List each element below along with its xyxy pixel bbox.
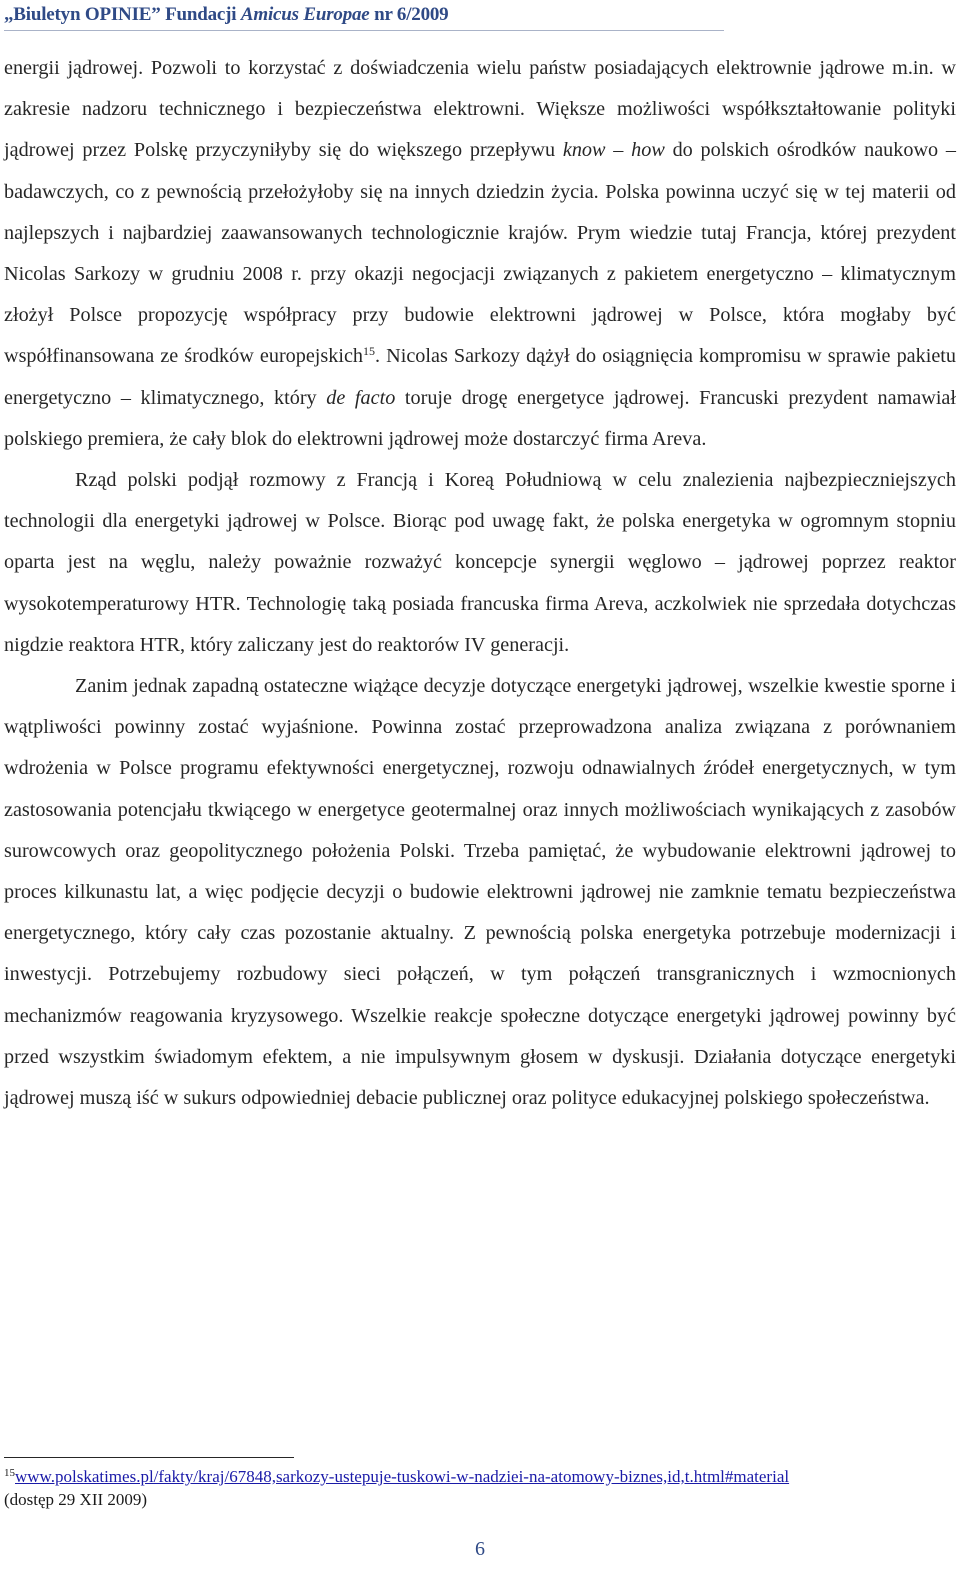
header-suffix: nr 6/2009 bbox=[369, 4, 449, 25]
paragraph-1 bbox=[4, 48, 956, 460]
footnote-link[interactable]: www.polskatimes.pl/fakty/kraj/67848,sarkozy-ustepuje-tuskowi-w-nadziei-na-atomowy-biznes,id,t.html#material bbox=[15, 1467, 790, 1486]
paragraph-1-text-b: do polskich ośrodków naukowo – badawczych, co z pewnością przełożyłoby się na innych dziedzin życia. Polska powinna uczyć się w tej materii od najlepszych i najbardziej zaawansowanych technologicznie krajów. Prym wiedzie tutaj Francja, której prezydent Nicolas Sarkozy w grudniu 2008 r. przy okazji negocjacji związanych z pakietem energetyczno – klimatycznym złożył Polsce propozycję współpracy przy budowie elektrowni jądrowej w Polsce, która mogłaby być współfinansowana ze środków europejskich bbox=[4, 139, 957, 368]
paragraph-2: Rząd polski podjął rozmowy z Francją i Koreą Południową w celu znalezienia najbezpieczniejszych technologii dla energetyki jądrowej w Polsce. Biorąc pod uwagę fakt, że polska energetyka w ogromnym stopniu oparta jest na węglu, należy poważnie rozważyć koncepcje synergii węglowo – jądrowej poprzez reaktor wysokotemperaturowy HTR. Technologię taką posiada francuska firma Areva, aczkolwiek nie sprzedała dotychczas nigdzie reaktora HTR, który zaliczany jest do reaktorów IV generacji. bbox=[4, 469, 956, 656]
paragraph-1-text-c: . Nicolas Sarkozy dążył do osiągnięcia kompromisu w sprawie pakietu energetyczno – klimatycznego, który bbox=[4, 345, 956, 409]
paragraph-3: Zanim jednak zapadną ostateczne wiążące decyzje dotyczące energetyki jądrowej, wszelkie kwestie sporne i wątpliwości powinny zostać wyjaśnione. Powinna zostać przeprowadzona analiza związana z porównaniem wdrożenia w Polsce programu efektywności energetycznej, rozwoju odnawialnych źródeł energetycznych, w tym zastosowania potencjału tkwiącego w energetyce geotermalnej oraz innych możliwościach wynikających z zasobów surowcowych oraz geopolitycznego położenia Polski. Trzeba pamiętać, że wybudowanie elektrowni jądrowej to proces kilkunastu lat, a więc podjęcie decyzji o budowie elektrowni jądrowej nie zamknie tematu bezpieczeństwa energetycznego, który cały czas pozostanie aktualny. Z pewnością polska energetyka potrzebuje modernizacji i inwestycji. Potrzebujemy rozbudowy sieci połączeń, w tym połączeń transgranicznych i wzmocnionych mechanizmów reagowania kryzysowego. Wszelkie reakcje społeczne dotyczące energetyki jądrowej powinny być przed wszystkim świadomym efektem, a nie impulsywnym głosem w dyskusji. Działania dotyczące energetyki jądrowej muszą iść w sukurs odpowiedniej debacie publicznej oraz polityce edukacyjnej polskiego społeczeństwa. bbox=[4, 675, 956, 1110]
header-italic: Amicus Europae bbox=[240, 4, 370, 25]
footnote-access-date: (dostęp 29 XII 2009) bbox=[4, 1490, 148, 1509]
footnote bbox=[4, 1465, 954, 1511]
footnote-line-1 bbox=[4, 1465, 954, 1488]
footnote-reference[interactable]: 15 bbox=[363, 344, 376, 359]
paragraph-1-italic-know-how: know – how bbox=[562, 139, 665, 162]
footnote-number: 15 bbox=[4, 1467, 15, 1479]
paragraph-1-text-a: energii jądrowej. Pozwoli to korzystać z doświadczenia wielu państw posiadających elektrownie jądrowe m.in. w zakresie nadzoru technicznego i bezpieczeństwa elektrowni. Większe możliwości współkształtowanie polityki jądrowej przez Polskę przyczyniłyby się do większego przepływu bbox=[4, 57, 956, 162]
page-number: 6 bbox=[475, 1538, 485, 1560]
header-rule bbox=[4, 30, 724, 31]
paragraph-1-italic-de-facto: de facto bbox=[326, 386, 396, 409]
bulletin-header bbox=[4, 4, 448, 26]
header-prefix: „Biuletyn OPINIE” Fundacji bbox=[4, 4, 241, 25]
article-body bbox=[4, 48, 956, 1119]
footnote-separator bbox=[4, 1457, 294, 1458]
paragraph-1-text-d: toruje drogę energetyce jądrowej. Francuski prezydent namawiał polskiego premiera, że cały blok do elektrowni jądrowej może dostarczyć firma Areva. bbox=[4, 386, 957, 450]
